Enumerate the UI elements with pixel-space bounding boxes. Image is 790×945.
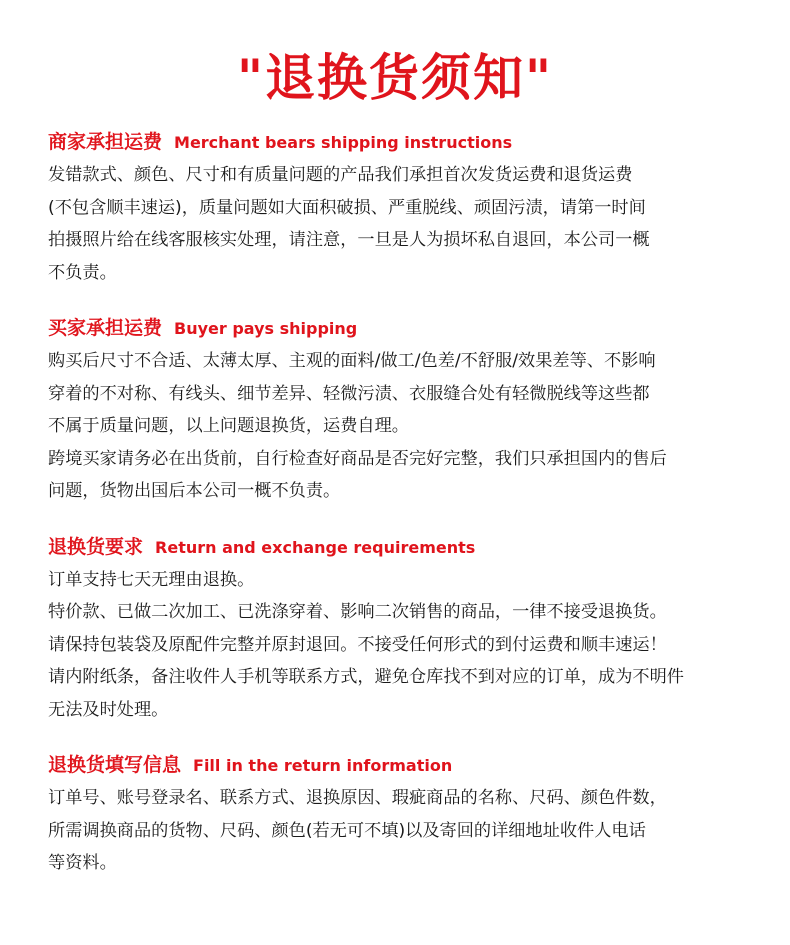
section-heading-cn: 退换货填写信息 [48, 754, 182, 776]
body-line: 购买后尺寸不合适、太薄太厚、主观的面料/做工/色差/不舒服/效果差等、不影响 [48, 351, 656, 371]
body-line: 等资料。 [48, 853, 117, 873]
section-heading-cn: 商家承担运费 [48, 131, 163, 153]
body-line: 特价款、已做二次加工、已洗涤穿着、影响二次销售的商品，一律不接受退换货。 [48, 602, 667, 622]
body-line: 所需调换商品的货物、尺码、颜色(若无可不填)以及寄回的详细地址收件人电话 [48, 820, 646, 841]
section-body [48, 564, 742, 727]
section-buyer-shipping [48, 313, 742, 508]
body-line: 不负责。 [48, 262, 117, 283]
section-heading-en: Merchant bears shipping instructions [174, 133, 513, 152]
section-body [48, 782, 742, 880]
body-line: 跨境买家请务必在出货前，自行检查好商品是否完好完整，我们只承担国内的售后 [48, 448, 667, 469]
section-merchant-shipping [48, 127, 742, 289]
body-line: 无法及时处理。 [48, 699, 169, 720]
section-return-information [48, 750, 742, 880]
section-return-requirements [48, 532, 742, 727]
body-line: 问题，货物出国后本公司一概不负责。 [48, 481, 341, 501]
body-line: 订单号、账号登录名、联系方式、退换原因、瑕疵商品的名称、尺码、颜色件数， [48, 788, 667, 808]
section-heading-en: Fill in the return information [193, 756, 453, 775]
section-body [48, 159, 742, 289]
page-title: "退换货须知" [236, 49, 554, 107]
body-line: (不包含顺丰速运)，质量问题如大面积破损、严重脱线、顽固污渍，请第一时间 [48, 197, 646, 218]
section-heading [48, 313, 742, 344]
section-heading-cn: 买家承担运费 [48, 317, 163, 339]
body-line: 不属于质量问题，以上问题退换货，运费自理。 [48, 416, 409, 436]
section-heading [48, 750, 742, 781]
body-line: 穿着的不对称、有线头、细节差异、轻微污渍、衣服缝合处有轻微脱线等这些都 [48, 383, 650, 404]
section-body [48, 345, 742, 508]
body-line: 请保持包装袋及原配件完整并原封退回。不接受任何形式的到付运费和顺丰速运！ [48, 634, 667, 655]
section-heading [48, 127, 742, 158]
section-heading-en: Buyer pays shipping [174, 319, 358, 338]
body-line: 发错款式、颜色、尺寸和有质量问题的产品我们承担首次发货运费和退货运费 [48, 165, 633, 185]
section-heading-en: Return and exchange requirements [155, 537, 476, 557]
section-heading-cn: 退换货要求 [48, 535, 144, 558]
body-line: 拍摄照片给在线客服核实处理，请注意，一旦是人为损坏私自退回，本公司一概 [48, 230, 650, 250]
body-line: 请内附纸条，备注收件人手机等联系方式，避免仓库找不到对应的订单，成为不明件 [48, 667, 684, 687]
section-heading [48, 532, 742, 563]
body-line: 订单支持七天无理由退换。 [48, 569, 255, 590]
